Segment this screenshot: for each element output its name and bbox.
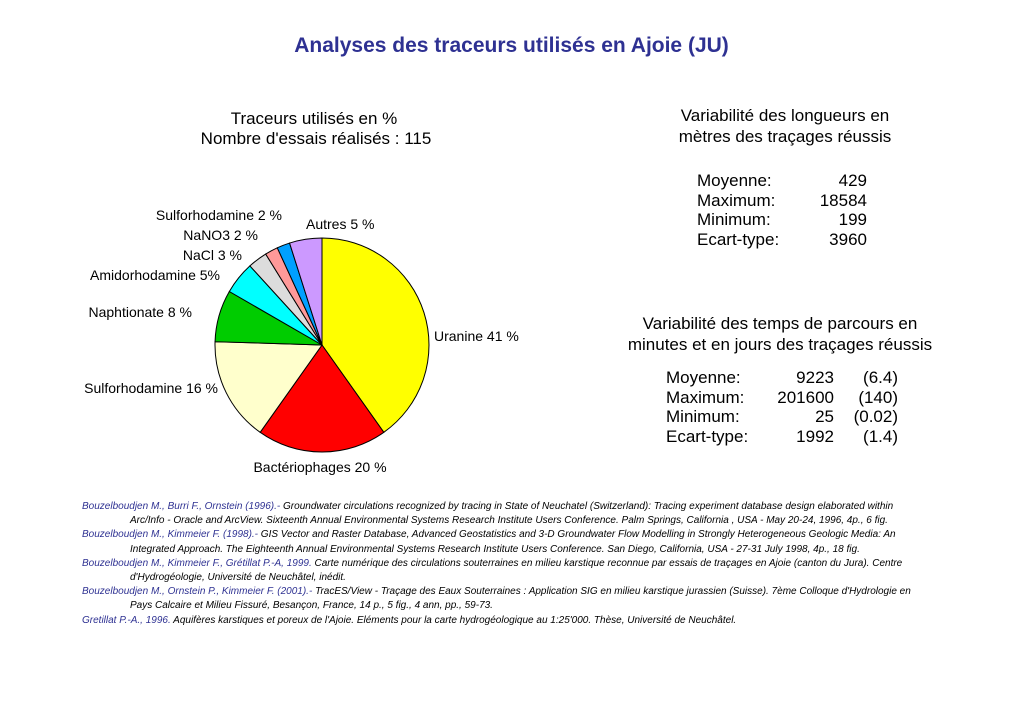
- durations-title-line-1: Variabilité des temps de parcours en: [642, 314, 918, 333]
- pie-slice-label: Bactériophages 20 %: [253, 459, 387, 475]
- durations-label: Ecart-type:: [666, 426, 749, 446]
- lengths-value: 429: [838, 171, 867, 190]
- lengths-table: [697, 171, 867, 249]
- durations-days: (1.4): [863, 426, 898, 446]
- durations-minutes: 201600: [777, 387, 834, 407]
- lengths-label: Moyenne:: [697, 171, 772, 190]
- lengths-row: [697, 191, 867, 211]
- pie-chart: [0, 0, 560, 490]
- reference-item: [82, 614, 922, 628]
- page-title: Analyses des traceurs utilisés en Ajoie (JU): [294, 34, 729, 57]
- durations-label: Maximum:: [666, 387, 745, 407]
- durations-minutes: 1992: [796, 426, 834, 446]
- pie-slice-label: Naphtionate 8 %: [88, 304, 192, 320]
- pie-slice-label: Uranine 41 %: [434, 328, 519, 344]
- pie-title-line-2: Nombre d'essais réalisés : 115: [200, 129, 432, 148]
- lengths-label: Minimum:: [697, 210, 771, 229]
- reference-text: GIS Vector and Raster Database, Advanced Geostatistics and 3-D Groundwater Flow Modelling in Strongly Heterogeneous Geologic Media: An Integrated Approach. The Eighteenth Annual Environmental Systems Research Institute Users Conference. San Diego, California, USA - 27-31 July 1998, 4p., 18 fig.: [130, 529, 896, 555]
- reference-text: Groundwater circulations recognized by tracing in State of Neuchatel (Switzerland): Tracing experiment database design elaborated within Arc/Info - Oracle and ArcView. Sixteenth Annual Environmental Systems Research Institute Users Conference. Palm Springs, California , USA - May 20-24, 1996, 4p., 6 fig.: [130, 501, 894, 527]
- pie-title-line-1: Traceurs utilisés en %: [230, 109, 398, 128]
- durations-days: (6.4): [863, 368, 898, 387]
- references: [82, 500, 922, 628]
- lengths-row: [697, 210, 867, 230]
- durations-minutes: 9223: [796, 368, 834, 387]
- durations-row: [666, 407, 898, 427]
- durations-table: [666, 368, 898, 446]
- durations-minutes: 25: [815, 407, 834, 426]
- reference-text: Carte numérique des circulations souterraines en milieu karstique reconnue par essais de traçages en Ajoie (canton du Jura). Centre d'Hydrogéologie, Université de Neuchâtel, inédit.: [130, 557, 903, 584]
- lengths-title-line-1: Variabilité des longueurs en: [680, 106, 890, 125]
- lengths-value: 18584: [819, 190, 867, 210]
- pie-slice-label: Sulforhodamine 16 %: [84, 380, 218, 396]
- lengths-value: 3960: [829, 229, 867, 249]
- lengths-label: Maximum:: [697, 190, 776, 210]
- lengths-title-line-2: mètres des traçages réussis: [678, 127, 892, 146]
- durations-title: [600, 313, 960, 355]
- reference-item: [82, 585, 922, 613]
- reference-item: [82, 500, 922, 528]
- reference-author: Bouzelboudjen M., Ornstein P., Kimmeier F. (2001).-: [82, 586, 313, 598]
- lengths-title: [620, 105, 950, 147]
- reference-author: Bouzelboudjen M., Kimmeier F. (1998).-: [82, 529, 259, 541]
- reference-author: Bouzelboudjen M., Burri F., Ornstein (1996).-: [82, 501, 281, 512]
- durations-days: (0.02): [853, 407, 898, 426]
- reference-text: TracES/View - Traçage des Eaux Souterraines : Application SIG en milieu karstique jurassien (Suisse). 7ème Colloque d'Hydrologie en Pays Calcaire et Milieu Fissuré, Besançon, France, 14 p., 5 fig., 4 ann, pp., 59-73.: [130, 586, 911, 612]
- pie-slice-label: Sulforhodamine 2 %: [155, 207, 282, 223]
- durations-days: (140): [858, 387, 898, 407]
- durations-row: [666, 427, 898, 447]
- lengths-row: [697, 171, 867, 191]
- pie-slice-label: Autres 5 %: [306, 216, 375, 232]
- lengths-value: 199: [838, 210, 867, 229]
- reference-item: [82, 557, 922, 585]
- durations-title-line-2: minutes et en jours des traçages réussis: [627, 335, 933, 354]
- durations-label: Moyenne:: [666, 368, 741, 387]
- reference-text: Aquifères karstiques et poreux de l'Ajoie. Eléments pour la carte hydrogéologique au 1:25'000. Thèse, Université de Neuchâtel.: [170, 614, 737, 626]
- reference-author: Bouzelboudjen M., Kimmeier F., Grétillat P.-A, 1999.: [82, 557, 312, 569]
- reference-author: Gretillat P.-A., 1996.: [82, 614, 171, 626]
- durations-row: [666, 388, 898, 408]
- durations-row: [666, 368, 898, 388]
- reference-item: [82, 528, 922, 556]
- lengths-row: [697, 230, 867, 250]
- durations-label: Minimum:: [666, 407, 740, 426]
- pie-slice-label: NaNO3 2 %: [183, 227, 258, 243]
- lengths-label: Ecart-type:: [697, 229, 780, 249]
- pie-slice-label: Amidorhodamine 5%: [90, 267, 220, 283]
- pie-slice-label: NaCl 3 %: [182, 247, 242, 263]
